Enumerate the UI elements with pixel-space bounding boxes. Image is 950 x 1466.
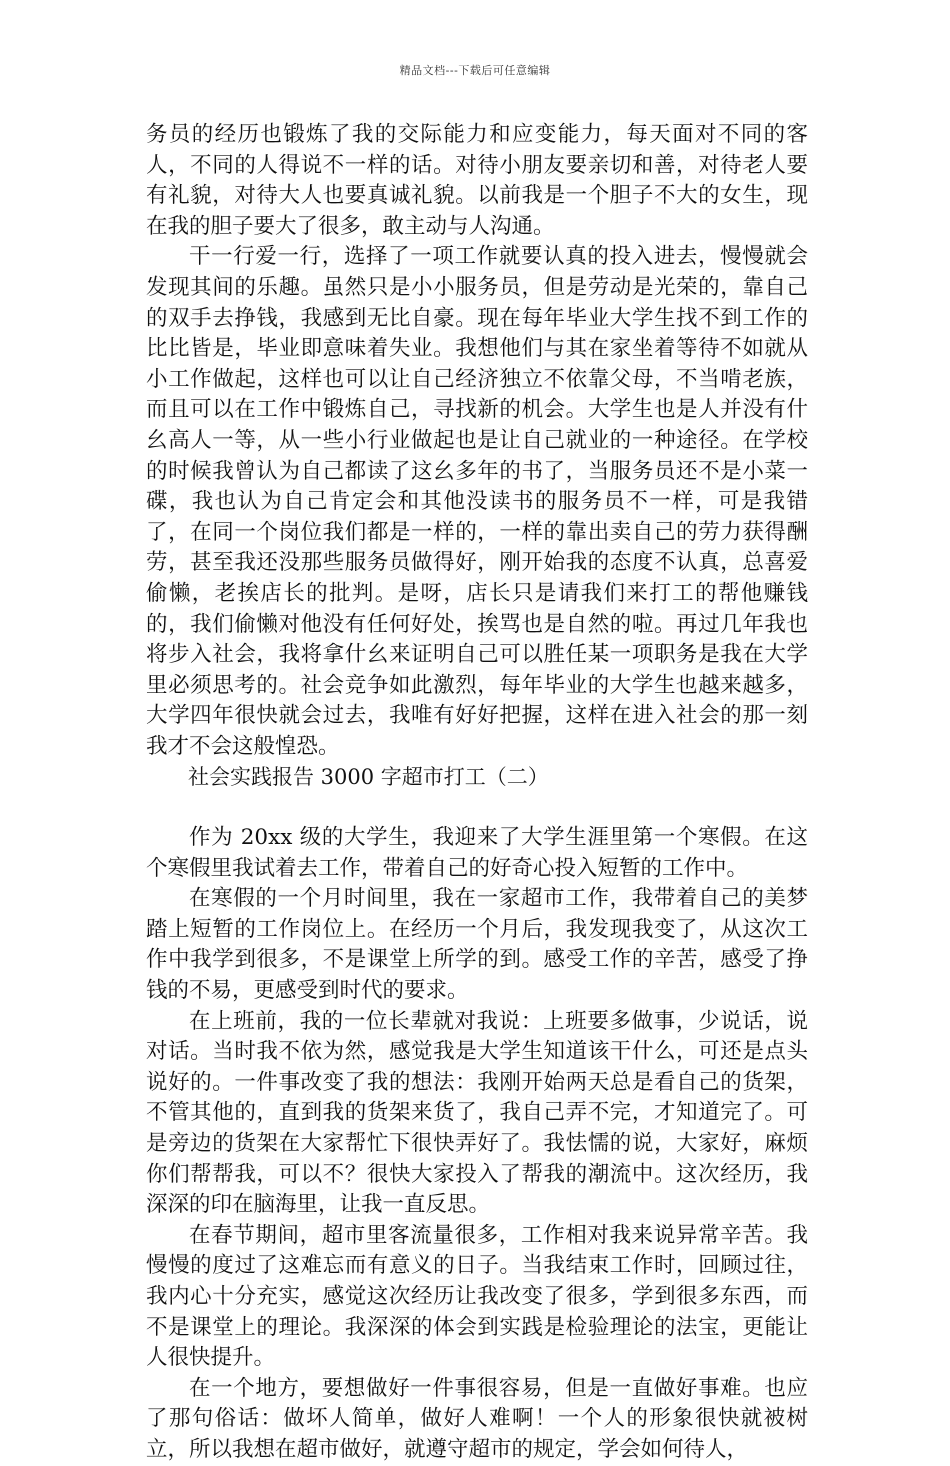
paragraph: 在一个地方，要想做好一件事很容易，但是一直做好事难。也应了那句俗话：做坏人简单，做好人难啊！一个人的形象很快就被树立，所以我想在超市做好，就遵守超市的规定，学会如何待人，	[146, 1375, 808, 1462]
paragraph: 在寒假的一个月时间里，我在一家超市工作，我带着自己的美梦踏上短暂的工作岗位上。在经历一个月后，我发现我变了，从这次工作中我学到很多，不是课堂上所学的到。感受工作的辛苦，感受了挣钱的不易，更感受到时代的要求。	[146, 886, 808, 1004]
blank-line	[146, 793, 808, 823]
paragraph: 在春节期间，超市里客流量很多，工作相对我来说异常辛苦。我慢慢的度过了这难忘而有意义的日子。当我结束工作时，回顾过往，我内心十分充实，感觉这次经历让我改变了很多，学到很多东西，而不是课堂上的理论。我深深的体会到实践是检验理论的法宝，更能让人很快提升。	[146, 1222, 808, 1371]
paragraph: 务员的经历也锻炼了我的交际能力和应变能力，每天面对不同的客人，不同的人得说不一样的话。对待小朋友要亲切和善，对待老人要有礼貌，对待大人也要真诚礼貌。以前我是一个胆子不大的女生，现在我的胆子要大了很多，敢主动与人沟通。	[146, 122, 808, 239]
page-header: 精品文档---下载后可任意编辑	[399, 64, 551, 77]
section-title: 社会实践报告 3000 字超市打工（二）	[188, 765, 549, 790]
paragraph: 在上班前，我的一位长辈就对我说：上班要多做事，少说话，说对话。当时我不依为然，感觉我是大学生知道该干什么，可还是点头说好的。一件事改变了我的想法：我刚开始两天总是看自己的货架，不管其他的，直到我的货架来货了，我自己弄不完，才知道完了。可是旁边的货架在大家帮忙下很快弄好了。我怯懦的说，大家好，麻烦你们帮帮我，可以不？很快大家投入了帮我的潮流中。这次经历，我深深的印在脑海里，让我一直反思。	[146, 1008, 808, 1218]
paragraph: 干一行爱一行，选择了一项工作就要认真的投入进去，慢慢就会发现其间的乐趣。虽然只是小小服务员，但是劳动是光荣的，靠自己的双手去挣钱，我感到无比自豪。现在每年毕业大学生找不到工作的比比皆是，毕业即意味着失业。我想他们与其在家坐着等待不如就从小工作做起，这样也可以让自己经济独立不依靠父母，不当啃老族，而且可以在工作中锻炼自己，寻找新的机会。大学生也是人并没有什幺高人一等，从一些小行业做起也是让自己就业的一种途径。在学校的时候我曾认为自己都读了这幺多年的书了，当服务员还不是小菜一碟，我也认为自己肯定会和其他没读书的服务员不一样，可是我错了，在同一个岗位我们都是一样的，一样的靠出卖自己的劳力获得酬劳，甚至我还没那些服务员做得好，刚开始我的态度不认真，总喜爱偷懒，老挨店长的批判。是呀，店长只是请我们来打工的帮他赚钱的，我们偷懒对他没有任何好处，挨骂也是自然的啦。再过几年我也将步入社会，我将拿什幺来证明自己可以胜任某一项职务是我在大学里必须思考的。社会竞争如此激烈，每年毕业的大学生也越来越多，大学四年很快就会过去，我唯有好好把握，这样在进入社会的那一刻我才不会这般惶恐。	[146, 244, 808, 759]
document-body	[146, 120, 808, 1466]
paragraph: 作为 20xx 级的大学生，我迎来了大学生涯里第一个寒假。在这个寒假里我试着去工作，带着自己的好奇心投入短暂的工作中。	[146, 825, 808, 881]
